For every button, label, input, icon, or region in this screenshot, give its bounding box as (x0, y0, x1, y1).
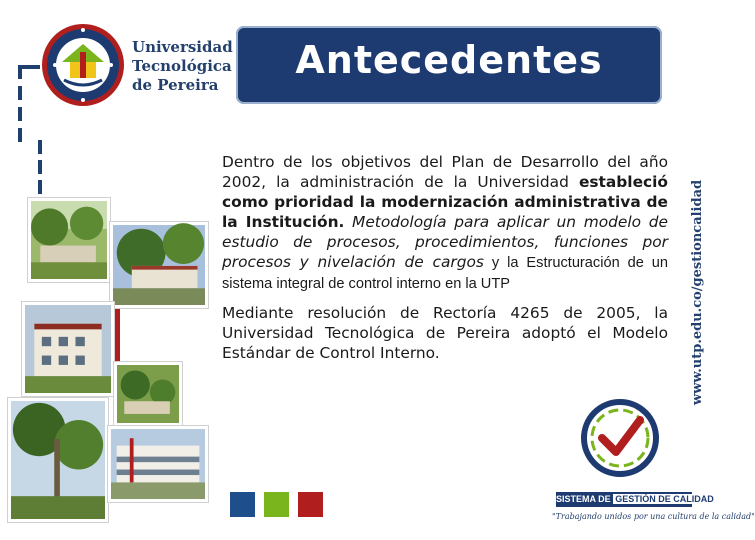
campus-trees-image (31, 201, 107, 279)
campus-photo (108, 426, 208, 502)
paragraph-1-bold: estableció como prioridad la modernización administrativa de la Institución. (222, 173, 668, 231)
paragraph-1-tail: y la Estructuración de un sistema integral de control interno en la UTP (222, 255, 669, 292)
campus-photo (28, 198, 110, 282)
campus-garden-image (117, 365, 179, 423)
green-square (264, 492, 289, 517)
campus-photo (22, 302, 114, 396)
quality-label-right: GESTIÓN DE CALIDAD (615, 494, 714, 504)
quality-tagline: "Trabajando unidos por una cultura de la calidad" (552, 512, 755, 521)
frame-dash (38, 180, 42, 194)
university-seal-icon (40, 22, 126, 108)
main-content (222, 152, 668, 363)
side-url: www.utp.edu.co/gestioncalidad (690, 179, 705, 405)
logo-line: Universidad (132, 38, 233, 56)
logo-line: de Pereira (132, 76, 219, 94)
title-banner (236, 26, 662, 104)
campus-modern-building-image (111, 429, 205, 499)
frame-dash (38, 140, 42, 154)
frame-dash (18, 128, 22, 142)
university-name (132, 38, 233, 95)
paragraph-1 (222, 152, 668, 294)
campus-block-image (25, 305, 111, 393)
frame-dash (38, 160, 42, 174)
quality-label-left: SISTEMA DE (556, 494, 611, 504)
logo-line: Tecnológica (132, 57, 232, 75)
paragraph-2: Mediante resolución de Rectoría 4265 de 2005, la Universidad Tecnológica de Pereira adoptó el Modelo Estándar de Control Interno. (222, 304, 668, 362)
quality-seal-icon (580, 398, 660, 478)
page-title: Antecedentes (295, 38, 603, 82)
campus-photo (110, 222, 208, 308)
campus-palm-image (11, 401, 105, 519)
frame-dash (18, 107, 22, 121)
paragraph-1-italic: Metodología para aplicar un modelo de estudio de procesos, procedimientos, funciones por procesos y nivelación de cargos (222, 213, 668, 271)
red-square (298, 492, 323, 517)
quality-system-label (556, 492, 714, 507)
campus-building-image (113, 225, 205, 305)
paragraph-1-text: Dentro de los objetivos del Plan de Desarrollo del año 2002, la administración de la Universidad (222, 153, 668, 191)
campus-photo (8, 398, 108, 522)
frame-dash (18, 65, 40, 69)
blue-square (230, 492, 255, 517)
campus-photo (114, 362, 182, 426)
university-logo (40, 22, 233, 108)
frame-dash (18, 86, 22, 100)
